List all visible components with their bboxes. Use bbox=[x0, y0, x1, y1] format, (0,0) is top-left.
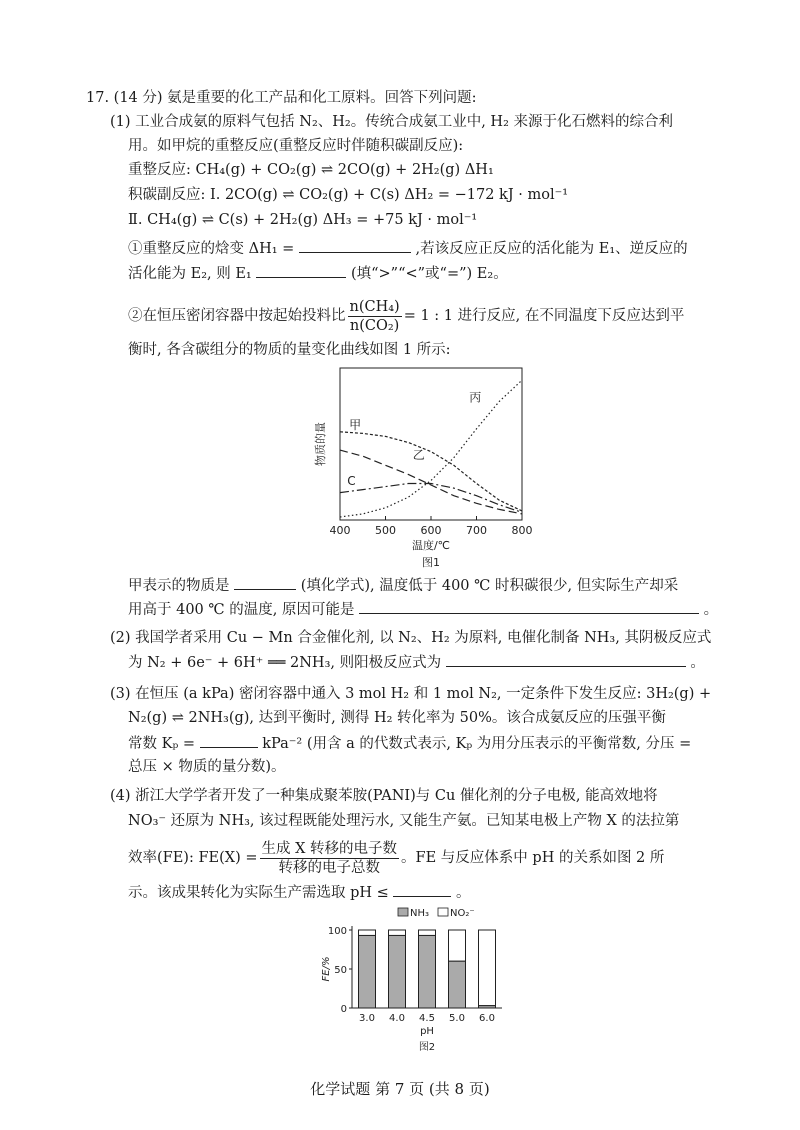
p2-text-a: 为 N₂ + 6e⁻ + 6H⁺ ══ 2NH₃, 则阳极反应式为 bbox=[128, 655, 442, 671]
fig1-series-label-3: C bbox=[347, 474, 356, 489]
fig2-legend-swatch-0 bbox=[398, 908, 408, 916]
subq-1-line1 bbox=[128, 238, 688, 259]
fig2-bar-no2-2 bbox=[419, 930, 436, 935]
fig2-y-tick-label-0: 0 bbox=[340, 1004, 347, 1015]
answer-blank-kp[interactable] bbox=[200, 733, 258, 748]
question-header: 17. (14 分) 氨是重要的化工产品和化工原料。回答下列问题: bbox=[86, 90, 477, 106]
fig1-caption: 图1 bbox=[422, 556, 440, 569]
fig2-y-axis-label: FE/% bbox=[321, 956, 332, 982]
side-reaction-1: 积碳副反应: Ⅰ. 2CO(g) ⇌ CO₂(g) + C(s) ΔH₂ = −172 kJ · mol⁻¹ bbox=[128, 187, 569, 203]
fig2-x-axis-label: pH bbox=[420, 1026, 434, 1037]
answer-blank-reason[interactable] bbox=[359, 599, 699, 614]
fig2-y-tick-label-2: 100 bbox=[327, 926, 347, 937]
subq-2-line2: 衡时, 各含碳组分的物质的量变化曲线如图 1 所示: bbox=[128, 342, 451, 358]
fig1-x-tick-label-2: 600 bbox=[420, 524, 442, 537]
fig1-series-label-2: 丙 bbox=[469, 390, 482, 405]
p4-line4 bbox=[128, 882, 471, 903]
subq-1-text-c: 活化能为 E₂, 则 E₁ bbox=[128, 266, 252, 282]
fe-numerator: 生成 X 转移的电子数 bbox=[261, 840, 398, 857]
p3-text-b: kPa⁻² (用含 a 的代数式表示, Kₚ 为用分压表示的平衡常数, 分压 = bbox=[262, 736, 692, 752]
figure-1-line-chart bbox=[300, 362, 540, 572]
fig2-legend-label-1: NO₂⁻ bbox=[450, 908, 475, 919]
fig2-bar-no2-1 bbox=[389, 930, 406, 935]
reforming-reaction: 重整反应: CH₄(g) + CO₂(g) ⇌ 2CO(g) + 2H₂(g) ΔH₁ bbox=[128, 162, 494, 178]
fig2-bar-no2-0 bbox=[359, 930, 376, 935]
p2-period: 。 bbox=[690, 655, 705, 671]
p4-text-b: 。FE 与反应体系中 pH 的关系如图 2 所 bbox=[401, 850, 665, 866]
answer-line-1 bbox=[128, 575, 678, 596]
fig1-x-tick-label-1: 500 bbox=[375, 524, 396, 537]
answer-blank-ph[interactable] bbox=[393, 882, 451, 897]
answer-text-b: (填化学式), 温度低于 400 ℃ 时积碳很少, 但实际生产却采 bbox=[300, 578, 679, 594]
fig2-y-tick-label-1: 50 bbox=[334, 965, 347, 976]
subq-2-text-b: = 1 : 1 进行反应, 在不同温度下反应达到平 bbox=[403, 308, 685, 324]
p4-text-a: 效率(FE): FE(X) = bbox=[128, 850, 258, 866]
answer-text-c: 用高于 400 ℃ 的温度, 原因可能是 bbox=[128, 602, 355, 618]
p4-line2: NO₃⁻ 还原为 NH₃, 该过程既能处理污水, 又能生产氨。已知某电极上产物 X 的法拉第 bbox=[128, 813, 680, 829]
fig2-legend-label-0: NH₃ bbox=[410, 908, 430, 919]
fig2-bar-nh3-1 bbox=[389, 935, 406, 1008]
p3-line4: 总压 × 物质的量分数)。 bbox=[128, 759, 286, 775]
p4-period: 。 bbox=[456, 885, 471, 901]
p3-text-a: 常数 Kₚ = bbox=[128, 736, 195, 752]
answer-text-a: 甲表示的物质是 bbox=[128, 578, 230, 594]
fig2-bar-no2-4 bbox=[479, 930, 496, 1006]
p2-line2 bbox=[128, 652, 705, 673]
figure-2-bar-chart bbox=[320, 902, 520, 1062]
fig1-series-line-0 bbox=[340, 432, 522, 511]
p4-text-c: 示。该成果转化为实际生产需选取 pH ≤ bbox=[128, 885, 389, 901]
fig2-caption: 图2 bbox=[418, 1042, 436, 1053]
fe-denominator: 转移的电子总数 bbox=[278, 859, 381, 876]
fig1-y-axis-label: 物质的量 bbox=[314, 422, 327, 466]
fraction-numerator: n(CH₄) bbox=[349, 298, 400, 315]
ratio-fraction bbox=[348, 298, 402, 335]
p3-line2: N₂(g) ⇌ 2NH₃(g), 达到平衡时, 测得 H₂ 转化率为 50%。该合成氨反应的压强平衡 bbox=[128, 710, 666, 726]
p1-line1: (1) 工业合成氨的原料气包括 N₂、H₂。传统合成氨工业中, H₂ 来源于化石燃料的综合利 bbox=[110, 114, 673, 130]
fig2-bar-nh3-3 bbox=[449, 961, 466, 1008]
p1-line2: 用。如甲烷的重整反应(重整反应时伴随积碳副反应): bbox=[128, 138, 464, 154]
fig2-x-tick-label-4: 6.0 bbox=[479, 1013, 495, 1024]
fig1-series-label-0: 甲 bbox=[349, 417, 362, 432]
fig2-x-tick-label-1: 4.0 bbox=[389, 1013, 405, 1024]
subq-2-text-a: ②在恒压密闭容器中按起始投料比 bbox=[128, 308, 346, 324]
fig1-series-line-1 bbox=[340, 450, 522, 514]
page-footer: 化学试题 第 7 页 (共 8 页) bbox=[310, 1080, 490, 1098]
p3-line3 bbox=[128, 733, 691, 754]
subq-2-line1 bbox=[128, 296, 684, 336]
answer-period: 。 bbox=[703, 602, 719, 618]
answer-line-2 bbox=[128, 599, 718, 620]
subq-1-text-b: ,若该反应正反应的活化能为 E₁、逆反应的 bbox=[415, 241, 688, 257]
fig2-bar-nh3-4 bbox=[479, 1006, 496, 1008]
fig1-series-label-1: 乙 bbox=[412, 448, 425, 463]
subq-1-line2 bbox=[128, 263, 508, 284]
subq-1-text-d: (填“>”“<”或“=”) E₂。 bbox=[350, 266, 508, 282]
fig2-x-tick-label-0: 3.0 bbox=[359, 1013, 375, 1024]
p4-line1: (4) 浙江大学学者开发了一种集成聚苯胺(PANI)与 Cu 催化剂的分子电极, 能高效地将 bbox=[110, 788, 658, 804]
fig1-x-axis-label: 温度/℃ bbox=[411, 539, 451, 552]
fig2-bar-nh3-2 bbox=[419, 935, 436, 1008]
side-reaction-2: Ⅱ. CH₄(g) ⇌ C(s) + 2H₂(g) ΔH₃ = +75 kJ · mol⁻¹ bbox=[128, 212, 478, 228]
p4-line3 bbox=[128, 838, 664, 878]
answer-blank-anode[interactable] bbox=[446, 652, 686, 667]
fig2-x-tick-label-3: 5.0 bbox=[449, 1013, 465, 1024]
fig2-bar-no2-3 bbox=[449, 930, 466, 961]
p3-line1: (3) 在恒压 (a kPa) 密闭容器中通入 3 mol H₂ 和 1 mol N₂, 一定条件下发生反应: 3H₂(g) + bbox=[110, 686, 712, 702]
fig1-series-line-3 bbox=[340, 484, 522, 513]
fig1-x-tick-label-3: 700 bbox=[466, 524, 487, 537]
fig1-x-tick-label-0: 400 bbox=[329, 524, 351, 537]
fig2-bar-nh3-0 bbox=[359, 935, 376, 1008]
fig1-x-tick-label-4: 800 bbox=[511, 524, 533, 537]
fraction-denominator: n(CO₂) bbox=[349, 317, 400, 334]
fig2-x-tick-label-2: 4.5 bbox=[419, 1013, 435, 1024]
fe-fraction bbox=[260, 840, 400, 877]
answer-blank-compare[interactable] bbox=[256, 263, 346, 278]
fig2-legend-swatch-1 bbox=[438, 908, 448, 916]
answer-blank-dh1[interactable] bbox=[299, 238, 411, 253]
p2-line1: (2) 我国学者采用 Cu − Mn 合金催化剂, 以 N₂、H₂ 为原料, 电催化制备 NH₃, 其阴极反应式 bbox=[110, 630, 712, 646]
answer-blank-jia[interactable] bbox=[234, 575, 296, 590]
subq-1-text-a: ①重整反应的焓变 ΔH₁ = bbox=[128, 241, 295, 257]
